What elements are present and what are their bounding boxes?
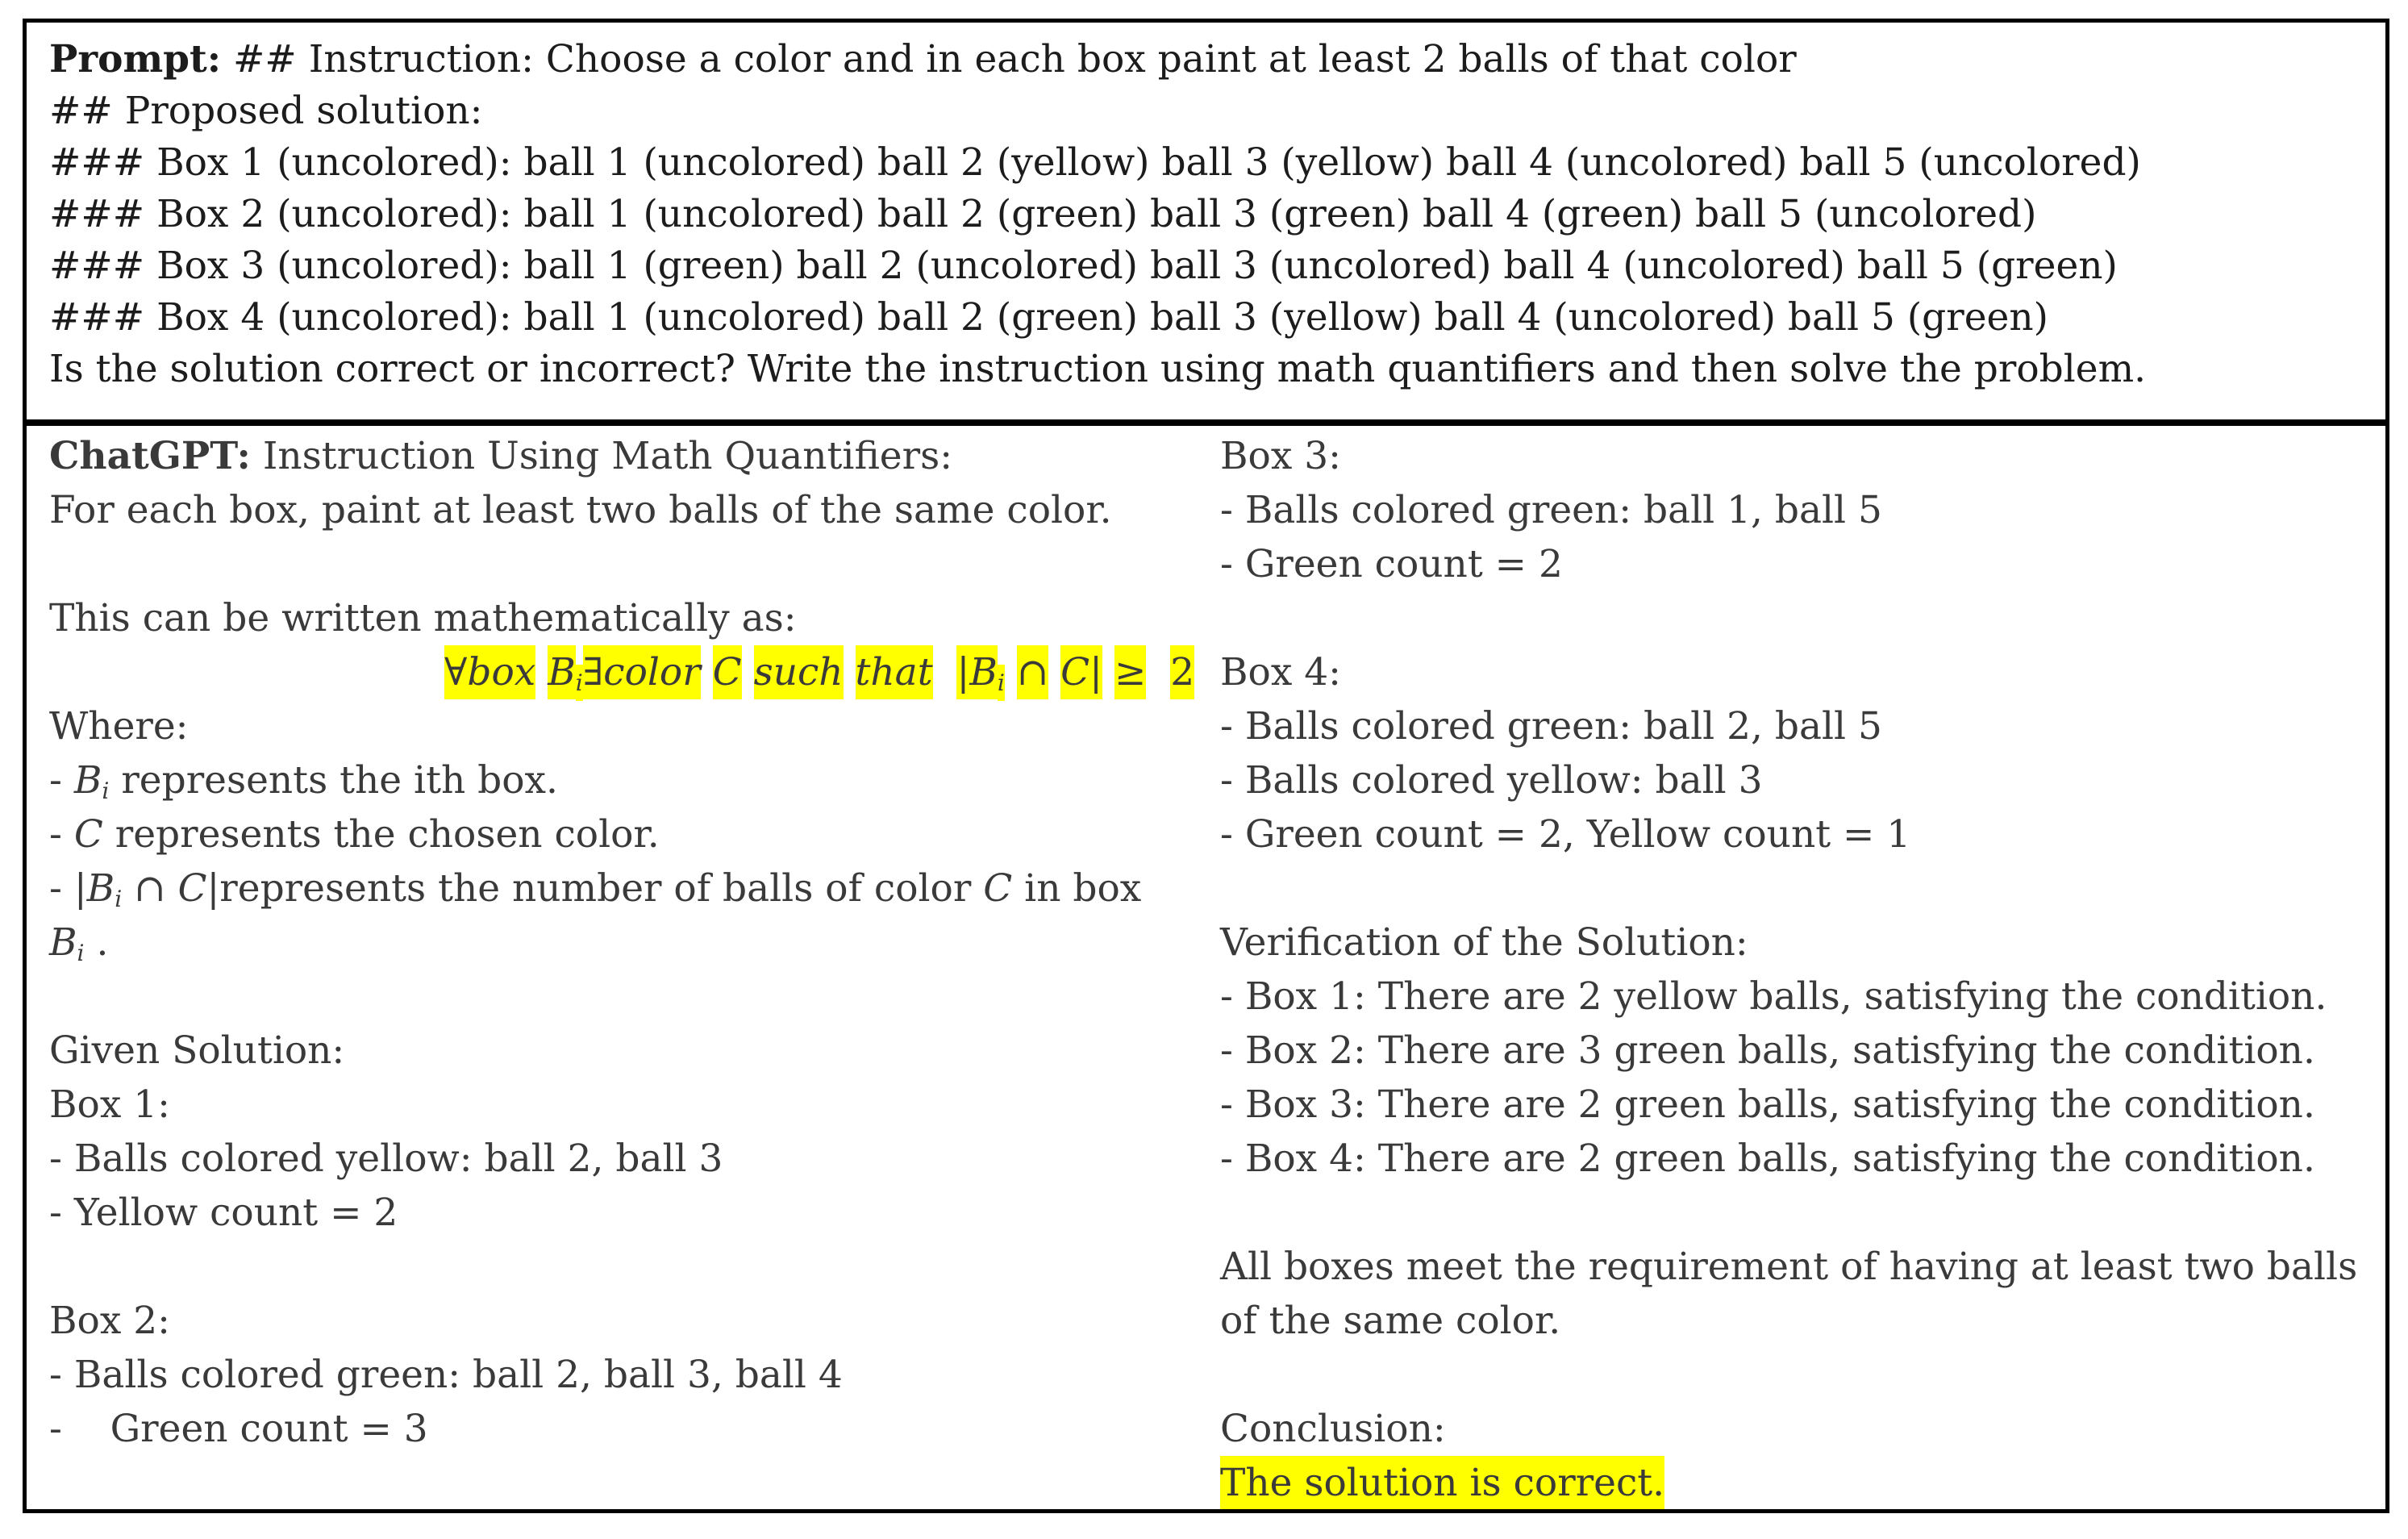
text-segment: C [177,866,207,911]
text-line [49,1024,1220,1078]
text-segment: For each box, paint at least two balls of the same color. [49,488,1112,532]
text-segment: This can be written mathematically as: [49,596,797,640]
text-segment: Is the solution correct or incorrect? Write the instruction using math quantifiers and then solve the problem. [49,347,2147,391]
text-line [1220,645,2385,699]
text-line [1220,1348,2385,1402]
text-line [1220,753,2385,807]
text-segment: . [84,920,109,965]
text-line [1220,1024,2385,1078]
text-segment: B [86,866,115,911]
text-segment: - Balls colored yellow: ball 3 [1220,758,1763,803]
text-line [1220,861,2385,915]
response-section [27,426,2385,1511]
text-line [49,86,2363,137]
highlighted-text: ∃color [583,645,701,699]
highlighted-text: ∩ [1017,645,1048,699]
text-line [1220,915,2385,970]
text-segment: - | [49,866,87,911]
text-segment: Given Solution: [49,1028,345,1073]
text-segment [742,650,754,694]
text-segment: Prompt: [49,37,222,81]
text-segment: - Box 3: There are 2 green balls, satisfying the condition. [1220,1082,2315,1127]
highlighted-text: The solution is correct. [1220,1456,1664,1510]
text-line [49,753,1220,807]
text-line [1220,1402,2385,1456]
text-line [49,240,2363,292]
text-segment: Box 4: [1220,650,1342,694]
text-segment [933,650,957,694]
text-segment: Box 2: [49,1299,171,1343]
text-segment: ## Instruction: Choose a color and in each box paint at least 2 balls of that color [221,37,1797,81]
text-segment: ### Box 2 (uncolored): ball 1 (uncolored) ball 2 (green) ball 3 (green) ball 4 (green) ball 5 (uncolored) [49,192,2037,236]
text-line [49,1294,1220,1348]
text-segment: - Box 2: There are 3 green balls, satisfying the condition. [1220,1028,2315,1073]
text-segment: - Box 4: There are 2 green balls, satisfying the condition. [1220,1137,2315,1181]
text-segment [535,650,548,694]
highlighted-text: |B [956,645,997,699]
text-segment: represents the ith box. [109,758,559,803]
prompt-section [27,23,2385,426]
text-line [49,292,2363,344]
text-line [1220,699,2385,753]
text-segment: ChatGPT: [49,434,251,478]
text-line [49,1186,1220,1240]
highlighted-text: ∀box [444,645,535,699]
text-line [49,699,1220,753]
document-frame [23,19,2389,1513]
text-segment: ## Proposed solution: [49,89,483,133]
text-line [1220,483,2385,537]
text-segment: Instruction Using Math Quantifiers: [250,434,953,478]
response-column-left [49,429,1220,1511]
highlighted-text: B [548,645,576,699]
highlighted-text: 2 [1170,645,1194,699]
text-line [1220,537,2385,591]
text-segment: |represents the number of balls of color [206,866,984,911]
text-segment: i [77,939,85,966]
text-line [49,189,2363,240]
text-segment: of the same color. [1220,1299,1561,1343]
highlighted-text: that [856,645,933,699]
text-segment: i [102,777,110,804]
text-segment [1048,650,1060,694]
text-segment: - Balls colored green: ball 2, ball 3, ball 4 [49,1353,843,1397]
highlighted-text: C [713,645,742,699]
text-line [49,970,1220,1024]
text-line [1220,1294,2385,1348]
text-segment: ∩ [122,866,178,911]
text-line [49,1240,1220,1294]
text-segment: - [49,758,74,803]
text-segment: Where: [49,704,189,749]
response-column-right [1220,429,2385,1511]
text-segment: Box 3: [1220,434,1342,478]
highlighted-text: | [1089,645,1102,699]
text-segment: in box [1012,866,1142,911]
highlighted-text: such [754,645,844,699]
text-segment: Verification of the Solution: [1220,920,1748,965]
text-segment [844,650,856,694]
text-line [1220,1186,2385,1240]
highlighted-text: C [1060,645,1089,699]
text-line [49,1348,1220,1402]
text-line [49,137,2363,189]
text-segment [701,650,713,694]
text-line [49,1402,1220,1456]
highlighted-text: i [576,665,583,701]
text-segment: - Green count = 3 [49,1407,428,1451]
text-segment: - Green count = 2 [1220,542,1563,586]
text-line [49,807,1220,861]
text-segment: - Box 1: There are 2 yellow balls, satisfying the condition. [1220,974,2327,1019]
text-line [1220,1078,2385,1132]
text-line [1220,591,2385,645]
text-segment: Box 1: [49,1082,171,1127]
text-segment: represents the chosen color. [102,812,660,857]
text-line [1220,1240,2385,1294]
text-segment: Conclusion: [1220,1407,1446,1451]
text-line [1220,1456,2385,1510]
text-segment [1146,650,1170,694]
text-segment: - Yellow count = 2 [49,1191,398,1235]
text-segment: ### Box 1 (uncolored): ball 1 (uncolored) ball 2 (yellow) ball 3 (yellow) ball 4 (uncolored) ball 5 (uncolored) [49,140,2141,185]
text-segment: All boxes meet the requirement of having at least two balls [1220,1245,2358,1289]
text-segment: - Green count = 2, Yellow count = 1 [1220,812,1911,857]
text-line [49,915,1220,970]
text-line [1220,807,2385,861]
text-line [1220,970,2385,1024]
text-segment: ### Box 3 (uncolored): ball 1 (green) ball 2 (uncolored) ball 3 (uncolored) ball 4 (uncolored) ball 5 (green) [49,244,2118,288]
text-segment: i [115,885,123,912]
highlighted-text: i [998,665,1005,701]
text-segment: ### Box 4 (uncolored): ball 1 (uncolored) ball 2 (green) ball 3 (yellow) ball 4 (uncolored) ball 5 (green) [49,295,2048,340]
math-formula-line [49,645,1220,699]
text-segment: - Balls colored yellow: ball 2, ball 3 [49,1137,723,1181]
text-line [1220,429,2385,483]
text-segment: - [49,812,74,857]
text-line [49,344,2363,395]
text-line [1220,1132,2385,1186]
text-line [49,591,1220,645]
highlighted-text: ≥ [1114,645,1146,699]
text-line [49,34,2363,86]
text-segment [1005,650,1017,694]
text-line [49,861,1220,915]
text-line [49,429,1220,483]
text-line [49,483,1220,537]
text-line [49,1132,1220,1186]
text-segment: - Balls colored green: ball 2, ball 5 [1220,704,1882,749]
text-segment: B [73,758,102,803]
text-segment: B [49,920,77,965]
text-segment [1102,650,1114,694]
text-segment: - Balls colored green: ball 1, ball 5 [1220,488,1882,532]
text-line [49,537,1220,591]
text-segment: C [73,812,103,857]
text-line [49,1078,1220,1132]
text-segment: C [983,866,1013,911]
